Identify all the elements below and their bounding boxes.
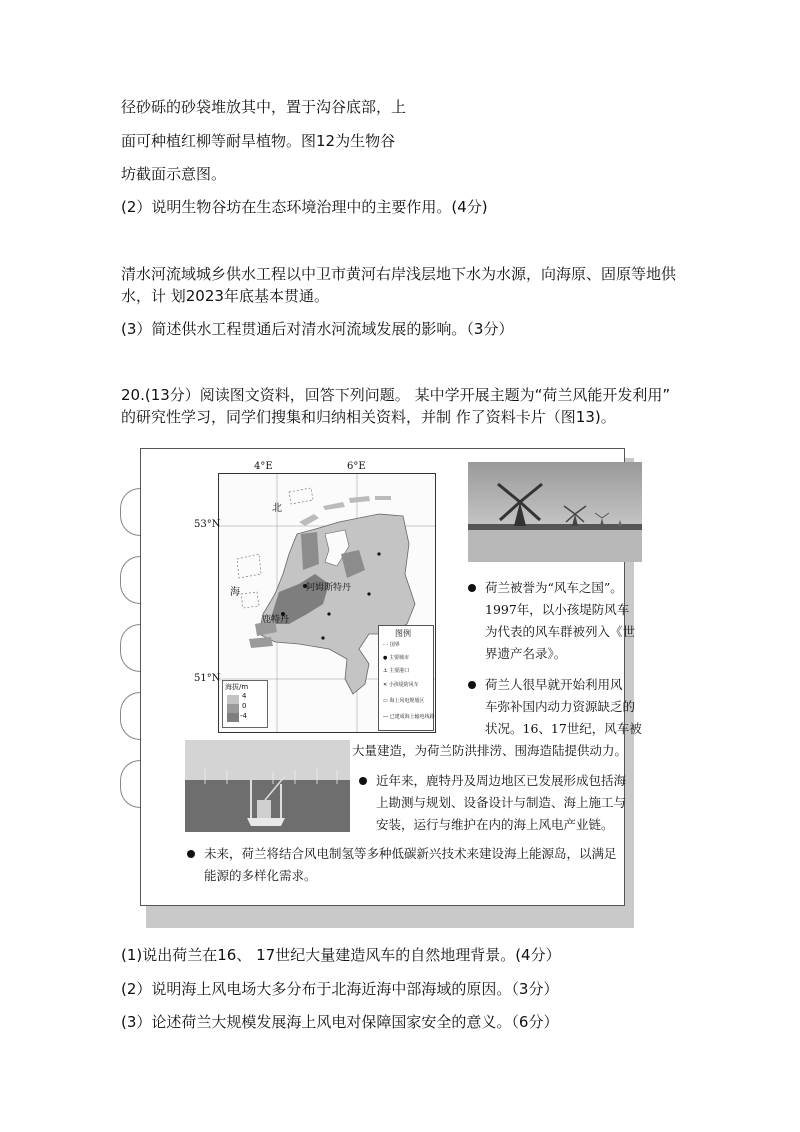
legend-item-offshore-area: ▭ 海上风电规划区 bbox=[383, 698, 425, 704]
card-bullet-2-line: 荷兰人很早就开始利用风 bbox=[485, 677, 623, 692]
card-bullet-2-line: 状况。16、17世纪，风车被 bbox=[485, 721, 642, 736]
bullet-icon bbox=[468, 584, 476, 592]
card-bullet-1-line: 界遗产名录》。 bbox=[485, 646, 567, 661]
intro-line-2: 面可种植红柳等耐旱植物。图12为生物谷 bbox=[121, 132, 396, 150]
legend-item-border: - - 国界 bbox=[383, 642, 400, 648]
offshore-wind-photo-graphic bbox=[185, 740, 350, 832]
question-20-intro-line-2: 的研究性学习，同学们搜集和归纳相关资料，并制 作了资料卡片（图13)。 bbox=[121, 408, 616, 426]
elevation-swatch bbox=[227, 713, 239, 722]
elevation-swatch bbox=[227, 695, 239, 704]
legend-item-city: ● 主要城市 bbox=[383, 655, 409, 661]
longitude-label-6e: 6°E bbox=[347, 461, 366, 472]
elevation-value: 0 bbox=[242, 702, 247, 710]
map-label-sea: 海 bbox=[230, 587, 240, 598]
question-20-2: (2）说明海上风电场大多分布于北海近海中部海域的原因。（3分） bbox=[121, 980, 559, 998]
legend-title: 图例 bbox=[395, 629, 411, 638]
map-label-amsterdam: 阿姆斯特丹 bbox=[306, 583, 352, 593]
question-20-intro-line-1: 20.(13分）阅读图文资料，回答下列问题。 某中学开展主题为“荷兰风能开发利用” bbox=[121, 386, 671, 404]
map-label-north: 北 bbox=[272, 503, 282, 514]
card-bullet-1-line: 为代表的风车群被列入《世 bbox=[485, 624, 636, 639]
map-label-rotterdam: 鹿特丹 bbox=[262, 615, 290, 625]
elevation-value: 4 bbox=[242, 692, 247, 700]
legend-item-windmill: ✕ 小孩堤防风车 bbox=[383, 682, 419, 688]
card-bullet-4-line: 未来，荷兰将结合风电制氢等多种低碳新兴技术来建设海上能源岛，以满足 bbox=[204, 846, 617, 861]
intro-line-3: 坊截面示意图。 bbox=[121, 165, 227, 183]
longitude-label-4e: 4°E bbox=[254, 461, 273, 472]
elevation-key bbox=[222, 680, 268, 728]
water-supply-line-1: 清水河流域城乡供水工程以中卫市黄河右岸浅层地下水为水源，向海原、固原等地供 bbox=[121, 265, 677, 283]
intro-line-1: 径砂砾的砂袋堆放其中，置于沟谷底部，上 bbox=[121, 98, 407, 116]
card-bullet-3-line: 安装，运行与维护在内的海上风电产业链。 bbox=[376, 817, 614, 832]
question-20-3: (3）论述荷兰大规模发展海上风电对保障国家安全的意义。（6分） bbox=[121, 1013, 559, 1031]
latitude-label-51n: 51°N bbox=[194, 673, 221, 684]
map-legend bbox=[378, 625, 434, 731]
card-bullet-2-continuation: 大量建造，为荷兰防洪排涝、围海造陆提供动力。 bbox=[352, 743, 628, 758]
card-bullet-4-line: 能源的多样化需求。 bbox=[204, 868, 317, 883]
elevation-value: -4 bbox=[240, 712, 247, 720]
card-bullet-1-line: 荷兰被誉为“风车之国”。 bbox=[485, 580, 623, 595]
card-bullet-3-line: 近年来，鹿特丹及周边地区已发展形成包括海 bbox=[376, 773, 627, 788]
card-bullet-1-line: 1997年，以小孩堤防风车 bbox=[485, 602, 630, 617]
legend-item-transmission: ― 已建成海上输电线路 bbox=[383, 714, 435, 720]
bullet-icon bbox=[187, 850, 195, 858]
windmill-photo-graphic bbox=[468, 462, 642, 562]
question-20-1: (1)说出荷兰在16、 17世纪大量建造风车的自然地理背景。(4分） bbox=[121, 946, 561, 964]
legend-item-port: ⚓ 主要港口 bbox=[383, 668, 410, 674]
card-bullet-3-line: 上勘测与规划、设备设计与制造、海上施工与 bbox=[376, 795, 627, 810]
card-bullet-2-line: 车弥补国内动力资源缺乏的 bbox=[485, 699, 636, 714]
bullet-icon bbox=[468, 681, 476, 689]
elevation-swatch bbox=[227, 704, 239, 713]
elevation-key-title: 海拔/m bbox=[225, 683, 249, 691]
bullet-icon bbox=[359, 777, 367, 785]
windmill-photo bbox=[468, 462, 642, 562]
water-supply-line-2: 水，计 划2023年底基本贯通。 bbox=[121, 287, 329, 305]
latitude-label-53n: 53°N bbox=[194, 519, 221, 530]
question-3-water-supply: (3）简述供水工程贯通后对清水河流域发展的影响。（3分） bbox=[121, 320, 514, 338]
offshore-wind-photo bbox=[185, 740, 350, 832]
question-2-biological-dam: (2）说明生物谷坊在生态环境治理中的主要作用。(4分) bbox=[121, 198, 488, 216]
